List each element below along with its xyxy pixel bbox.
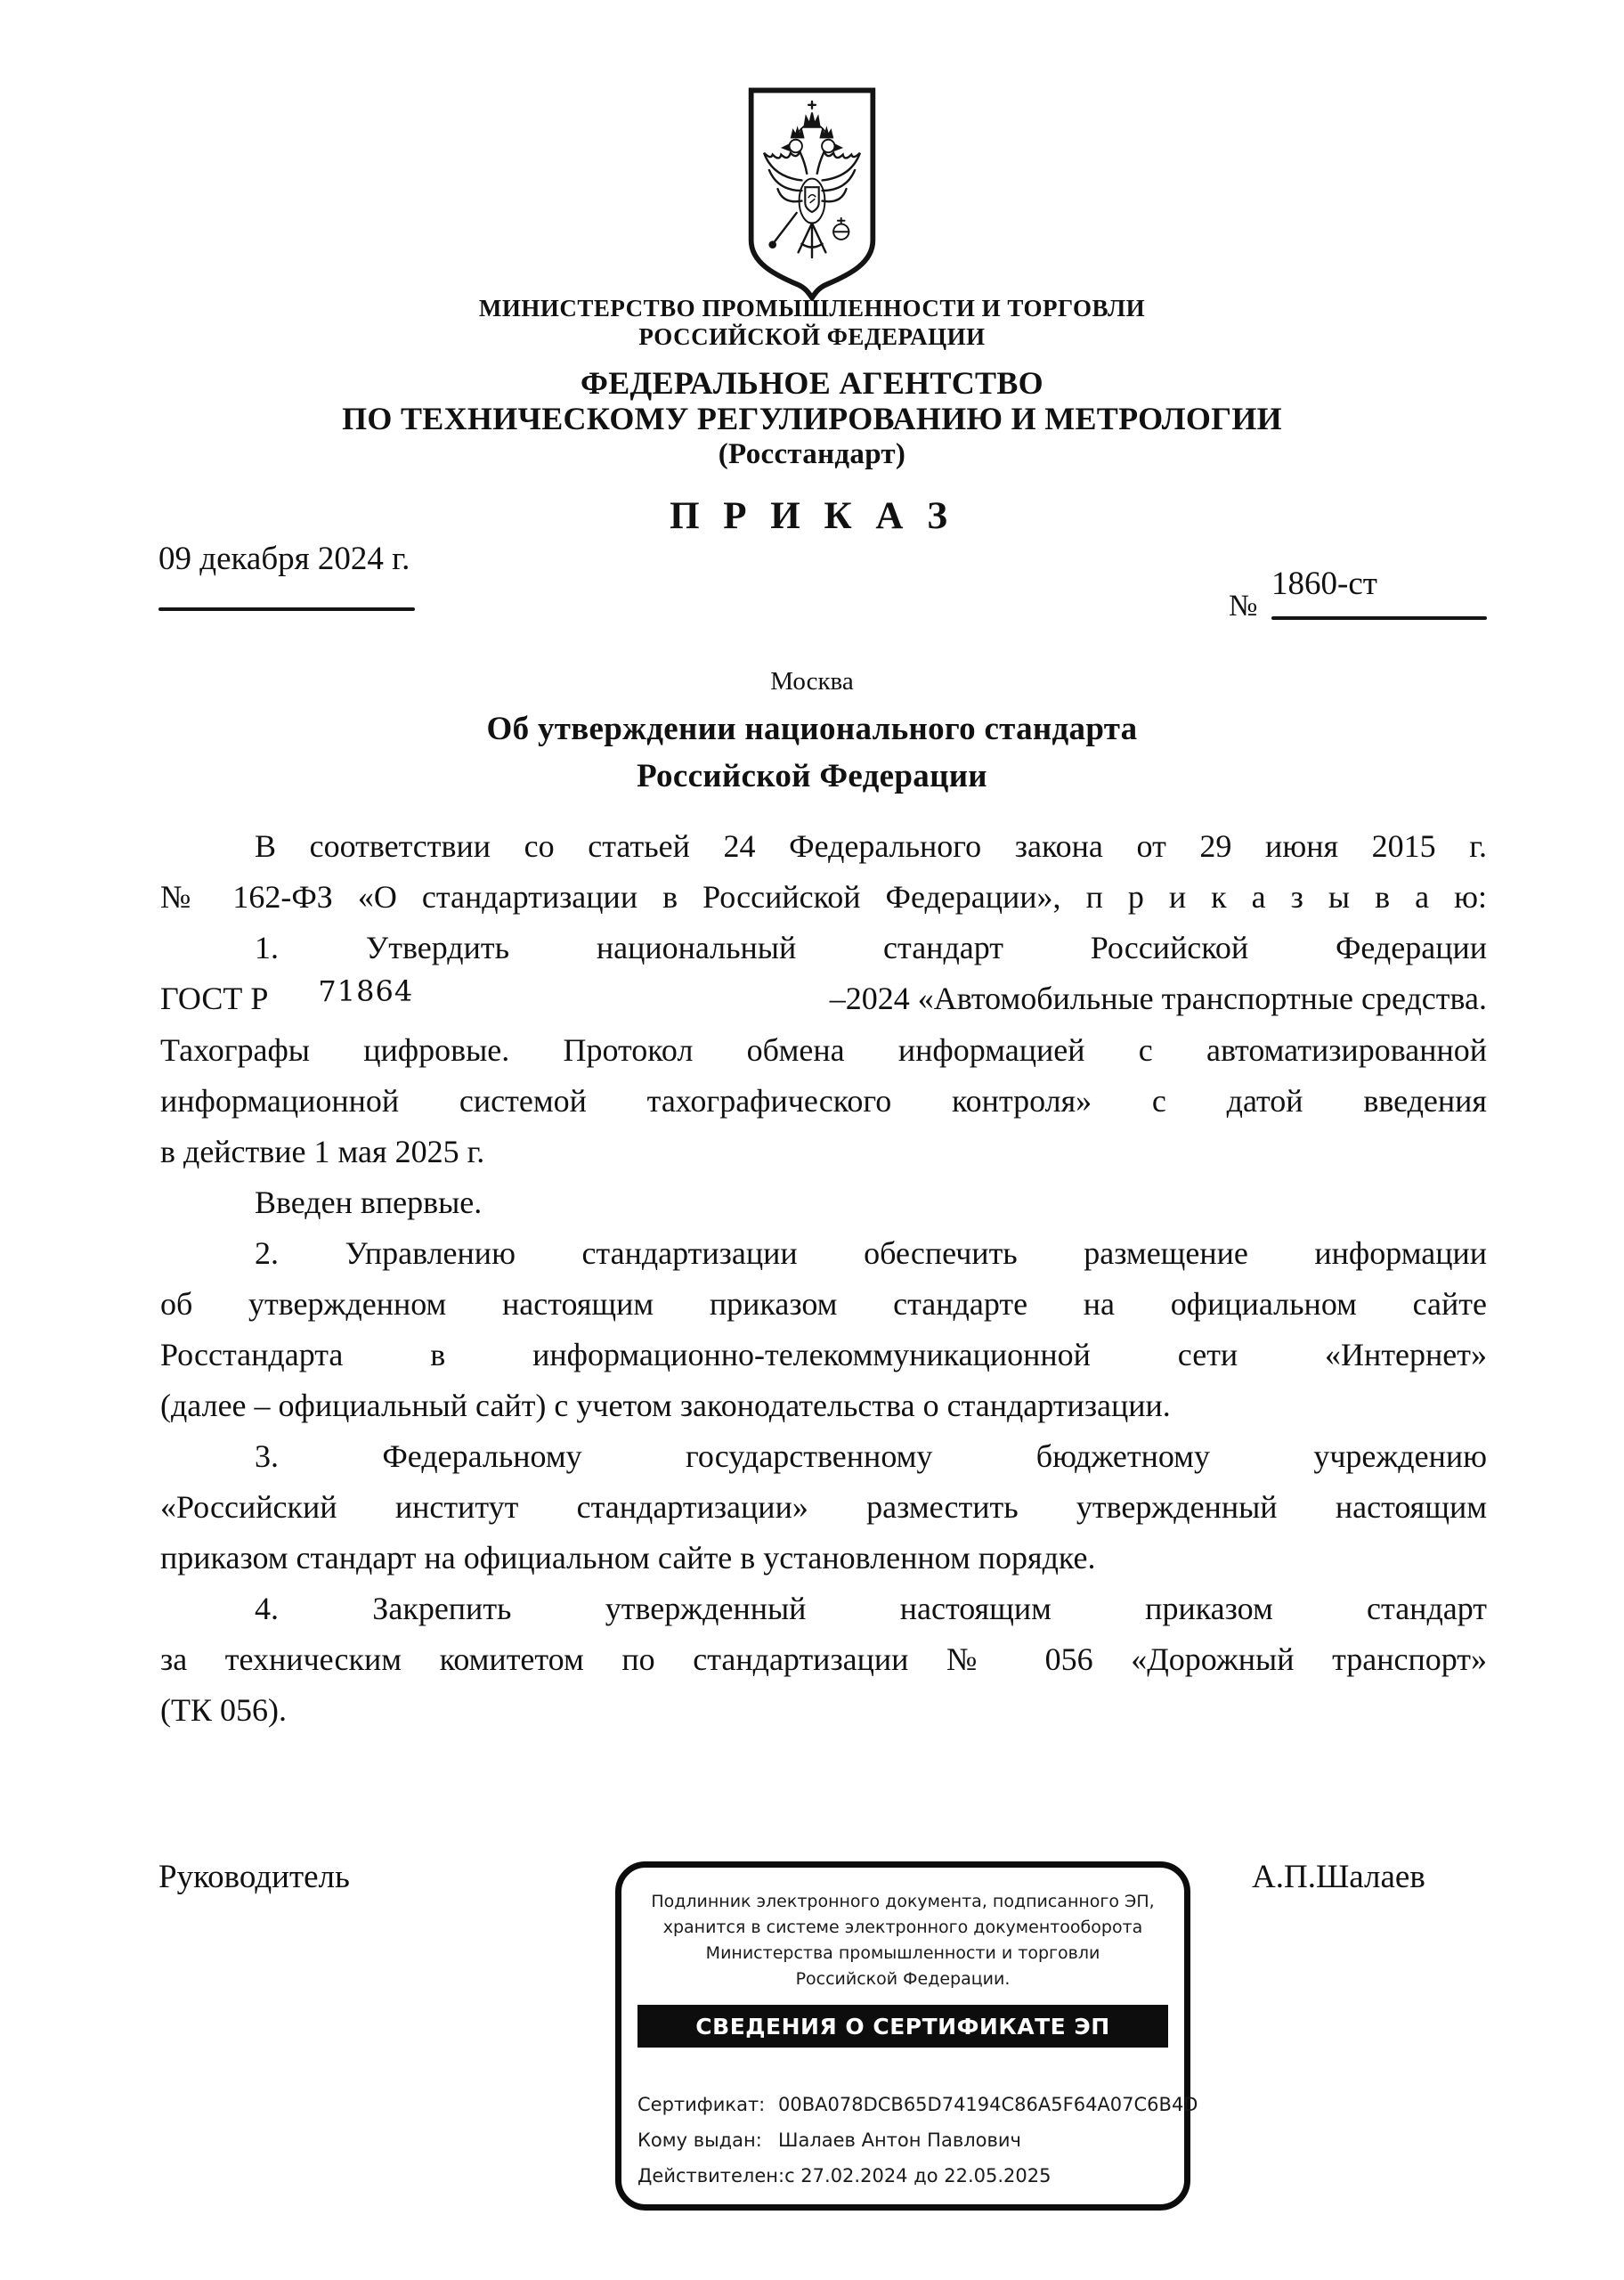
gost-suffix: –2024 «Автомобильные транспортные средства. (829, 981, 1487, 1016)
body-line: В соответствии со статьей 24 Федерального закона от 29 июня 2015 г. (255, 828, 1487, 864)
signer-name: А.П.Шалаев (1252, 1859, 1425, 1895)
body-line: Введен впервые. (255, 1185, 483, 1220)
gost-prefix: ГОСТ Р (160, 981, 269, 1016)
stamp-header-text (637, 1889, 1168, 1992)
order-title (0, 705, 1624, 800)
certificate-row-value: 00BA078DCB65D74194C86A5F64A07C6B4D (778, 2094, 1198, 2115)
body-line: приказом стандарт на официальном сайте в установленном порядке. (160, 1540, 1096, 1576)
certificate-row (637, 2122, 1168, 2158)
body-line: (далее – официальный сайт) с учетом законодательства о стандартизации. (160, 1388, 1171, 1423)
body-line: Тахографы цифровые. Протокол обмена информацией с автоматизированной (160, 1032, 1487, 1068)
agency-line1: ФЕДЕРАЛЬНОЕ АГЕНТСТВО (581, 365, 1043, 401)
ministry-line2: РОССИЙСКОЙ ФЕДЕРАЦИИ (638, 323, 986, 350)
order-title-line1: Об утверждении национального стандарта (486, 711, 1138, 747)
certificate-row (637, 2087, 1198, 2122)
certificate-row-value: Шалаев Антон Павлович (778, 2129, 1021, 2151)
ministry-line1: МИНИСТЕРСТВО ПРОМЫШЛЕННОСТИ И ТОРГОВЛИ (478, 295, 1146, 322)
certificate-row-label: Кому выдан: (637, 2129, 762, 2151)
certificate-row-value: с 27.02.2024 до 22.05.2025 (784, 2165, 1052, 2186)
stamp-header-line: Российской Федерации. (795, 1969, 1011, 1989)
agency-short-name: (Росстандарт) (718, 438, 906, 470)
order-body (160, 821, 1487, 1736)
body-lines-after (160, 1025, 1487, 1736)
order-date: 09 декабря 2024 г. (158, 541, 410, 577)
body-lines-before (160, 821, 1487, 973)
agency-line2: ПО ТЕХНИЧЕСКОМУ РЕГУЛИРОВАНИЮ И МЕТРОЛОГИИ (342, 401, 1282, 436)
city-label: Москва (770, 667, 854, 696)
body-line: 2. Управлению стандартизации обеспечить размещение информации (255, 1235, 1487, 1271)
body-line: 3. Федеральному государственному бюджетному учреждению (255, 1438, 1487, 1474)
body-line: за техническим комитетом по стандартизации № 056 «Дорожный транспорт» (160, 1641, 1487, 1677)
body-line: информационной системой тахографического контроля» с датой введения (160, 1083, 1487, 1119)
number-sign: № (1229, 590, 1258, 623)
body-line: 1. Утвердить национальный стандарт Российской Федерации (255, 930, 1487, 965)
stamp-header-line: Министерства промышленности и торговли (705, 1943, 1100, 1963)
body-line: № 162-ФЗ «О стандартизации в Российской Федерации», п р и к а з ы в а ю: (160, 879, 1487, 915)
order-title-line2: Российской Федерации (637, 758, 987, 794)
ministry-header (0, 294, 1624, 351)
stamp-header-line: Подлинник электронного документа, подписанного ЭП, (651, 1892, 1155, 1911)
electronic-signature-stamp (615, 1861, 1198, 2211)
body-line: «Российский институт стандартизации» разместить утвержденный настоящим (160, 1489, 1487, 1525)
stamp-certificate-banner: СВЕДЕНИЯ О СЕРТИФИКАТЕ ЭП (637, 2005, 1168, 2048)
certificate-row-label: Сертификат: (637, 2094, 766, 2115)
coat-of-arms-icon (743, 82, 881, 301)
body-line: об утвержденном настоящим приказом стандарте на официальном сайте (160, 1286, 1487, 1322)
gost-number-inserted: 71864 (318, 974, 414, 1008)
body-line-gost (160, 973, 1487, 1025)
signer-role: Руководитель (158, 1859, 350, 1895)
certificate-row-label: Действителен: (637, 2165, 785, 2186)
certificate-row (637, 2158, 1168, 2194)
document-type-heading: П Р И К А З (670, 495, 954, 537)
agency-header (0, 365, 1624, 472)
order-number: 1860-ст (1271, 566, 1377, 602)
body-line: в действие 1 мая 2025 г. (160, 1134, 485, 1169)
body-line: (ТК 056). (160, 1692, 287, 1728)
stamp-header-line: хранится в системе электронного документооборота (662, 1918, 1143, 1937)
number-underline (1271, 616, 1487, 620)
body-line: 4. Закрепить утвержденный настоящим приказом стандарт (255, 1591, 1487, 1626)
body-line: Росстандарта в информационно-телекоммуникационной сети «Интернет» (160, 1337, 1487, 1372)
date-underline (158, 607, 415, 611)
stamp-certificate-details (637, 2087, 1198, 2194)
